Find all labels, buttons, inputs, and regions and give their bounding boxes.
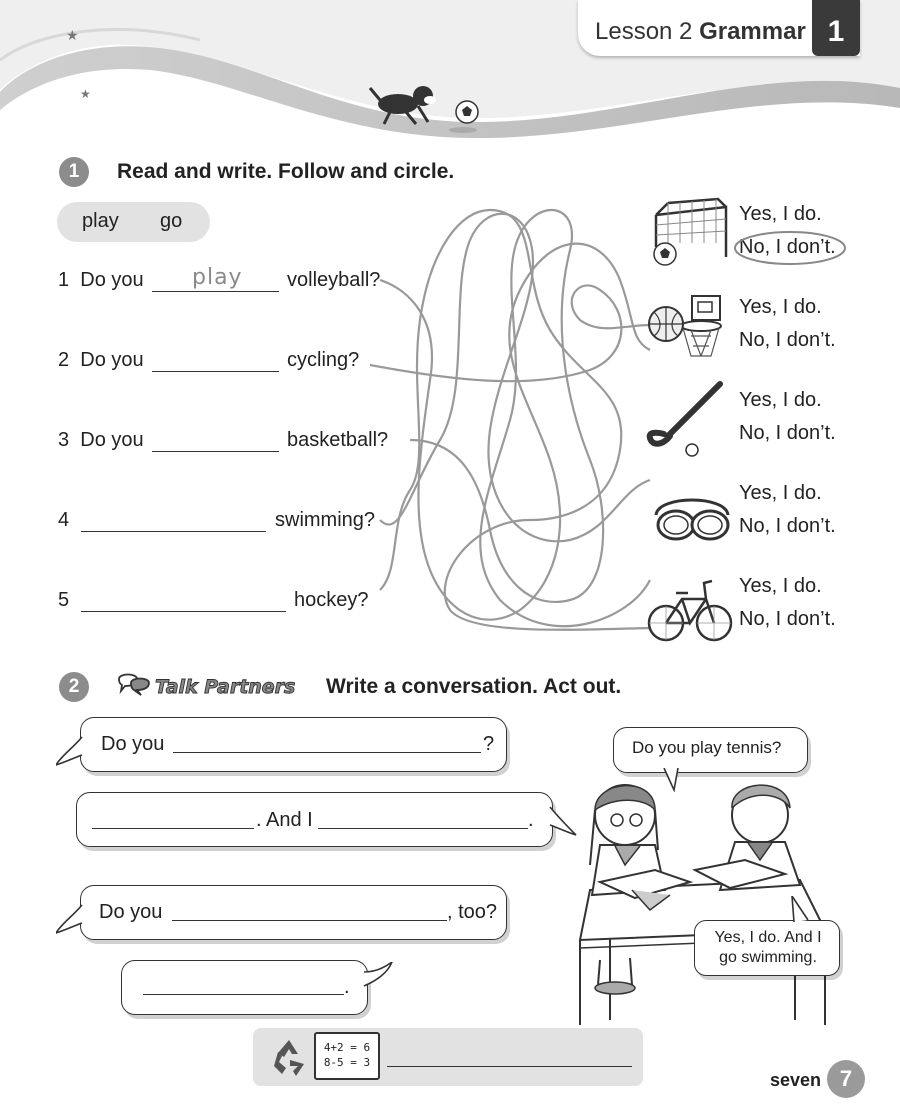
talk-partners-logo [115, 671, 315, 701]
answer-line-4[interactable] [81, 531, 266, 532]
speech-bubble-4 [121, 960, 368, 1015]
question-2-suffix: cycling? [287, 349, 360, 371]
question-1 [58, 269, 144, 292]
recycle-icon [268, 1036, 310, 1078]
answer-no-4[interactable]: No, I don’t. [739, 515, 836, 537]
question-2 [58, 349, 144, 372]
answer-yes-5[interactable]: Yes, I do. [739, 575, 822, 597]
bubble-1-line[interactable] [173, 752, 481, 753]
lesson-label: Lesson 2 [595, 18, 693, 45]
answer-circle-mark [732, 229, 848, 269]
bubble-4-suffix: . [344, 976, 350, 998]
page-word: seven [770, 1070, 822, 1090]
question-number: 3 [58, 429, 70, 451]
bubble-1-prefix: Do you [101, 733, 165, 755]
svg-text:★: ★ [80, 87, 91, 101]
answer-line-2[interactable] [152, 371, 279, 372]
word-bank [57, 202, 210, 242]
answer-yes-3[interactable]: Yes, I do. [739, 389, 822, 411]
answer-line-3[interactable] [152, 451, 279, 452]
svg-text:★: ★ [66, 27, 79, 43]
question-prefix: Do you [80, 429, 144, 451]
lesson-type: Grammar [699, 18, 806, 45]
exercise-1-instruction: Read and write. Follow and circle. [117, 160, 455, 183]
answer-yes-4[interactable]: Yes, I do. [739, 482, 822, 504]
question-4-suffix: swimming? [275, 509, 376, 531]
illustration-bubble-question-text: Do you play tennis? [632, 738, 782, 757]
answer-no-3[interactable]: No, I don’t. [739, 422, 836, 444]
answer-no-5[interactable]: No, I don’t. [739, 608, 836, 630]
bubble-4-line[interactable] [143, 994, 344, 995]
question-prefix: Do you [80, 349, 144, 371]
question-number: 1 [58, 269, 70, 291]
talk-partners-logo-text: Talk Partners [155, 676, 296, 698]
chalkboard-line-2: 8-5 = 3 [323, 1056, 371, 1069]
bubble-tail-icon [360, 962, 394, 992]
hockey-stick-icon [646, 380, 728, 460]
bubble-3-line[interactable] [172, 920, 447, 921]
bubble-tail-icon [56, 903, 86, 938]
footer-practice-box [253, 1028, 643, 1086]
question-3 [58, 429, 144, 452]
soccer-goal-icon [648, 195, 733, 270]
bubble-1-suffix: ? [483, 733, 495, 755]
speech-bubble-2 [76, 792, 553, 847]
exercise-2-number: 2 [59, 672, 89, 702]
word-bank-item: play [82, 210, 119, 232]
question-number: 2 [58, 349, 70, 371]
bubble-tail-icon [790, 896, 814, 922]
exercise-2-instruction: Write a conversation. Act out. [326, 675, 622, 698]
footer-answer-line[interactable] [387, 1066, 632, 1067]
exercise-1-number: 1 [59, 157, 89, 187]
chalkboard-icon [314, 1032, 380, 1080]
answer-no-2[interactable]: No, I don’t. [739, 329, 836, 351]
question-3-suffix: basketball? [287, 429, 389, 451]
answer-line-1[interactable] [152, 291, 279, 292]
bubble-2-line-b[interactable] [318, 828, 528, 829]
answer-yes-1[interactable]: Yes, I do. [739, 203, 822, 225]
basketball-hoop-icon [646, 292, 726, 364]
answer-no-1[interactable]: No, I don’t. [739, 236, 836, 258]
question-5-number: 5 [58, 589, 70, 611]
word-bank-item: go [160, 210, 183, 232]
illustration-bubble-answer-text: Yes, I do. And I go swimming. [714, 929, 822, 966]
bicycle-icon [646, 575, 736, 647]
question-5-suffix: hockey? [294, 589, 369, 611]
bubble-2-line-a[interactable] [92, 828, 254, 829]
bubble-2-middle: . And I [256, 809, 313, 831]
handwritten-answer-1: play [192, 265, 243, 290]
bubble-tail-icon [660, 768, 684, 792]
bubble-tail-icon [56, 735, 86, 770]
bubble-3-prefix: Do you [99, 901, 163, 923]
page-number-badge: 7 [827, 1060, 865, 1098]
lesson-title [595, 18, 806, 46]
tangled-lines-maze [370, 190, 670, 645]
answer-yes-2[interactable]: Yes, I do. [739, 296, 822, 318]
unit-number-tab: 1 [812, 0, 860, 56]
dog-illustration [368, 78, 488, 138]
question-4-number: 4 [58, 509, 70, 531]
swim-goggles-icon [648, 485, 736, 550]
bubble-3-suffix: , too? [447, 901, 498, 923]
question-1-suffix: volleyball? [287, 269, 381, 291]
question-prefix: Do you [80, 269, 144, 291]
answer-line-5[interactable] [81, 611, 286, 612]
bubble-2-suffix: . [528, 809, 534, 831]
chalkboard-line-1: 4+2 = 6 [323, 1041, 371, 1054]
